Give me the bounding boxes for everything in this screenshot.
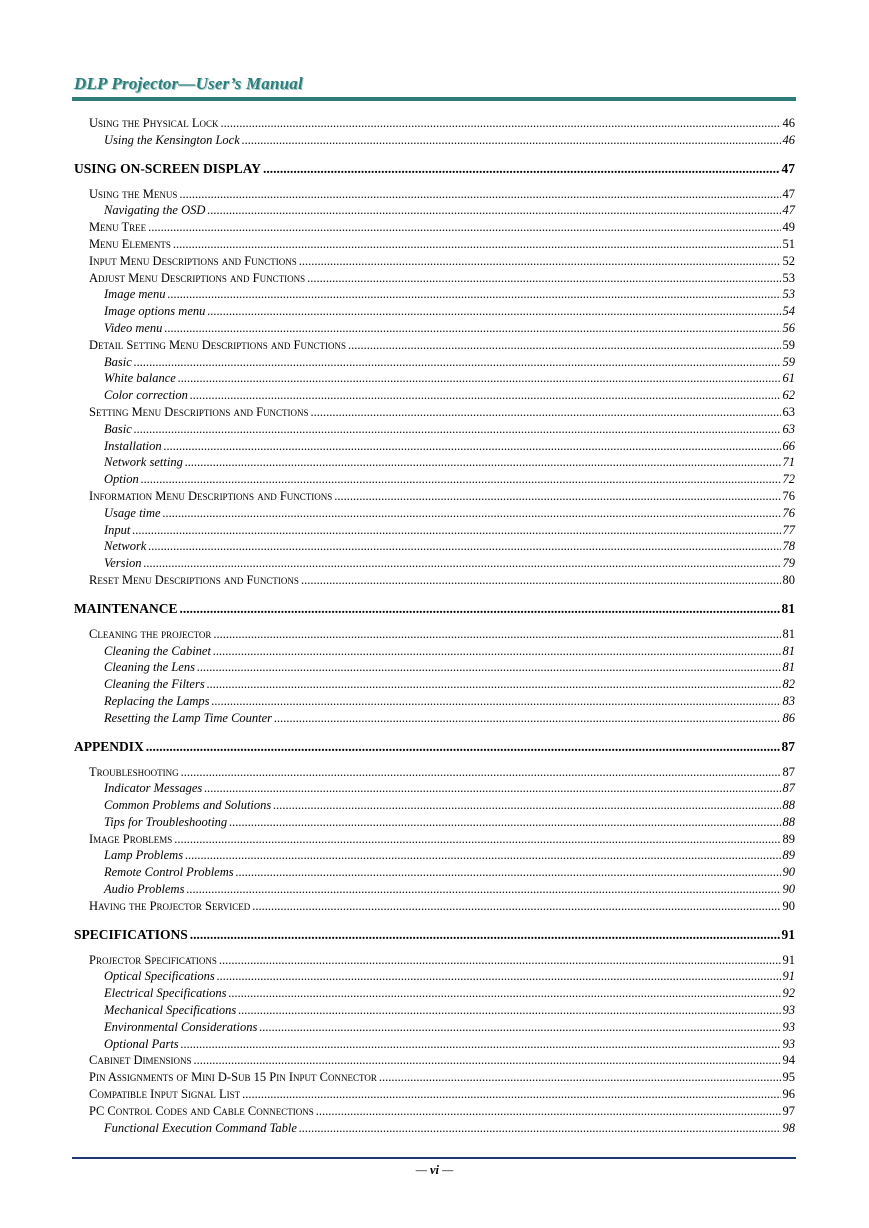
toc-dot-leader <box>273 798 780 813</box>
toc-entry-page: 90 <box>782 865 795 880</box>
toc-entry[interactable] <box>74 1104 795 1121</box>
toc-entry-page: 90 <box>782 898 795 913</box>
toc-entry-title: APPENDIX <box>74 738 144 754</box>
toc-entry-page: 78 <box>782 539 795 554</box>
toc-entry[interactable] <box>74 237 795 254</box>
toc-entry-page: 53 <box>782 287 795 302</box>
toc-dot-leader <box>164 321 780 336</box>
toc-entry-title: Environmental Considerations <box>104 1019 258 1034</box>
toc-dot-leader <box>178 371 781 386</box>
toc-entry-page: 46 <box>782 132 795 147</box>
toc-entry[interactable] <box>74 1087 795 1104</box>
toc-entry-title: Troubleshooting <box>89 764 179 779</box>
toc-entry[interactable] <box>74 882 795 899</box>
toc-entry[interactable] <box>74 506 795 523</box>
toc-entry[interactable] <box>74 1053 795 1070</box>
toc-entry-title: Navigating the OSD <box>104 203 206 218</box>
toc-entry-title: Cleaning the Lens <box>104 660 195 675</box>
toc-entry[interactable] <box>74 439 795 456</box>
toc-dot-leader <box>316 1104 781 1119</box>
toc-entry[interactable] <box>74 1121 795 1138</box>
toc-dot-leader <box>236 865 781 880</box>
toc-entry[interactable] <box>74 539 795 556</box>
toc-entry-title: Cleaning the projector <box>89 626 212 641</box>
toc-dot-leader <box>164 439 781 454</box>
toc-entry-page: 90 <box>782 882 795 897</box>
toc-dot-leader <box>217 969 781 984</box>
toc-entry[interactable] <box>74 388 795 405</box>
toc-entry-page: 47 <box>782 203 795 218</box>
toc-dot-leader <box>229 815 780 830</box>
toc-entry-title: Image options menu <box>104 304 206 319</box>
header-divider <box>72 97 796 101</box>
toc-entry[interactable] <box>74 953 795 970</box>
toc-entry-page: 81 <box>782 660 795 675</box>
toc-entry[interactable] <box>74 271 795 288</box>
toc-entry-title: Cleaning the Filters <box>104 677 205 692</box>
toc-entry-title: Menu Tree <box>89 220 147 235</box>
toc-entry-title: SPECIFICATIONS <box>74 926 188 942</box>
toc-entry-title: Using the Kensington Lock <box>104 132 240 147</box>
toc-entry-page: 72 <box>782 472 795 487</box>
toc-dot-leader <box>207 203 780 218</box>
toc-entry-page: 93 <box>782 1019 795 1034</box>
toc-entry-title: Mechanical Specifications <box>104 1003 237 1018</box>
toc-entry-page: 61 <box>782 371 795 386</box>
toc-entry-title: Basic <box>104 421 132 436</box>
toc-entry-title: Adjust Menu Descriptions and Functions <box>89 270 306 285</box>
toc-entry[interactable] <box>74 472 795 489</box>
toc-entry-title: Pin Assignments of Mini D-Sub 15 Pin Input Connector <box>89 1070 377 1085</box>
toc-dot-leader <box>194 1053 781 1068</box>
toc-entry-page: 53 <box>782 270 795 285</box>
toc-entry-page: 63 <box>782 421 795 436</box>
toc-entry-page: 76 <box>782 505 795 520</box>
toc-dot-leader <box>173 237 781 252</box>
toc-entry-title: Using the Menus <box>89 186 178 201</box>
toc-dot-leader <box>379 1070 781 1085</box>
toc-dot-leader <box>148 539 780 554</box>
toc-entry[interactable] <box>74 254 795 271</box>
toc-entry-page: 62 <box>782 388 795 403</box>
toc-dot-leader <box>299 1121 781 1136</box>
toc-entry-page: 96 <box>782 1087 795 1102</box>
toc-entry[interactable] <box>74 287 795 304</box>
toc-entry-title: Basic <box>104 354 132 369</box>
toc-dot-leader <box>141 472 781 487</box>
toc-entry[interactable] <box>74 815 795 832</box>
toc-entry[interactable] <box>74 116 795 133</box>
toc-entry[interactable] <box>74 739 795 757</box>
toc-dot-leader <box>221 116 781 131</box>
toc-dot-leader <box>274 711 780 726</box>
toc-dot-leader <box>167 287 780 302</box>
toc-entry[interactable] <box>74 601 795 619</box>
toc-entry[interactable] <box>74 573 795 590</box>
page-number <box>0 1163 869 1178</box>
toc-dot-leader <box>348 338 781 353</box>
toc-dot-leader <box>207 677 781 692</box>
toc-entry-title: Network setting <box>104 455 183 470</box>
toc-entry[interactable] <box>74 455 795 472</box>
toc-entry-title: Color correction <box>104 388 188 403</box>
toc-entry-title: Remote Control Problems <box>104 865 234 880</box>
toc-dot-leader <box>197 660 781 675</box>
footer-divider <box>72 1157 796 1159</box>
toc-dot-leader <box>148 220 780 235</box>
toc-entry[interactable] <box>74 927 795 945</box>
toc-dot-leader <box>263 161 779 177</box>
toc-entry-title: Audio Problems <box>104 882 185 897</box>
toc-entry[interactable] <box>74 711 795 728</box>
toc-entry-page: 54 <box>782 304 795 319</box>
toc-entry-page: 52 <box>782 253 795 268</box>
toc-dot-leader <box>301 573 781 588</box>
toc-entry[interactable] <box>74 405 795 422</box>
toc-entry-title: Common Problems and Solutions <box>104 798 272 813</box>
table-of-contents <box>74 116 795 1137</box>
toc-entry-page: 76 <box>782 488 795 503</box>
toc-entry[interactable] <box>74 969 795 986</box>
toc-entry[interactable] <box>74 371 795 388</box>
toc-dot-leader <box>185 848 780 863</box>
toc-entry-page: 63 <box>782 404 795 419</box>
page-number-value: vi <box>429 1163 440 1177</box>
toc-entry-page: 87 <box>781 738 795 754</box>
toc-dot-leader <box>252 899 780 914</box>
toc-dot-leader <box>307 271 780 286</box>
toc-entry-title: Optional Parts <box>104 1036 179 1051</box>
toc-entry[interactable] <box>74 677 795 694</box>
toc-dot-leader <box>334 489 780 504</box>
toc-dot-leader <box>299 254 781 269</box>
toc-entry[interactable] <box>74 321 795 338</box>
toc-entry[interactable] <box>74 986 795 1003</box>
toc-entry-page: 66 <box>782 438 795 453</box>
toc-entry-title: Optical Specifications <box>104 969 215 984</box>
toc-dot-leader <box>181 765 781 780</box>
toc-entry-title: Electrical Specifications <box>104 986 227 1001</box>
toc-entry-page: 89 <box>782 848 795 863</box>
toc-entry-page: 47 <box>781 160 795 176</box>
toc-entry-page: 95 <box>782 1070 795 1085</box>
toc-dot-leader <box>181 1037 781 1052</box>
toc-dot-leader <box>163 506 781 521</box>
toc-entry-title: Information Menu Descriptions and Functions <box>89 488 333 503</box>
toc-entry-page: 93 <box>782 1003 795 1018</box>
toc-entry[interactable] <box>74 556 795 573</box>
toc-entry[interactable] <box>74 660 795 677</box>
toc-dot-leader <box>213 644 781 659</box>
toc-entry-page: 97 <box>782 1103 795 1118</box>
toc-entry-page: 87 <box>782 781 795 796</box>
toc-entry-page: 88 <box>782 814 795 829</box>
toc-entry-title: Option <box>104 472 139 487</box>
toc-entry-page: 77 <box>782 522 795 537</box>
toc-entry-title: Usage time <box>104 505 161 520</box>
toc-entry-title: Input Menu Descriptions and Functions <box>89 253 297 268</box>
toc-entry[interactable] <box>74 798 795 815</box>
toc-entry-title: MAINTENANCE <box>74 600 178 616</box>
toc-entry-title: Network <box>104 539 147 554</box>
toc-entry[interactable] <box>74 355 795 372</box>
toc-entry-page: 46 <box>782 116 795 130</box>
toc-dot-leader <box>190 388 781 403</box>
toc-dot-leader <box>311 405 781 420</box>
toc-entry-title: Indicator Messages <box>104 781 203 796</box>
toc-entry[interactable] <box>74 899 795 916</box>
toc-dot-leader <box>179 187 780 202</box>
toc-entry-title: Using the Physical Lock <box>89 116 219 130</box>
toc-entry[interactable] <box>74 781 795 798</box>
document-header-title: DLP Projector—User’s Manual <box>74 74 303 93</box>
toc-entry[interactable] <box>74 1003 795 1020</box>
toc-entry-title: Setting Menu Descriptions and Functions <box>89 404 309 419</box>
toc-entry-title: Version <box>104 556 142 571</box>
toc-entry-title: Cabinet Dimensions <box>89 1053 192 1068</box>
toc-entry-title: Resetting the Lamp Time Counter <box>104 710 273 725</box>
toc-entry[interactable] <box>74 765 795 782</box>
toc-dot-leader <box>132 523 780 538</box>
toc-entry-title: Installation <box>104 438 162 453</box>
page-number-dash-right: — <box>442 1163 454 1177</box>
toc-entry[interactable] <box>74 523 795 540</box>
toc-entry[interactable] <box>74 627 795 644</box>
toc-entry-page: 82 <box>782 677 795 692</box>
toc-entry-title: Lamp Problems <box>104 848 184 863</box>
toc-entry-title: Projector Specifications <box>89 952 217 967</box>
toc-entry[interactable] <box>74 848 795 865</box>
toc-entry-page: 81 <box>782 626 795 641</box>
toc-entry-page: 81 <box>782 643 795 658</box>
toc-entry[interactable] <box>74 694 795 711</box>
toc-entry-page: 86 <box>782 710 795 725</box>
toc-dot-leader <box>174 832 780 847</box>
toc-entry-page: 87 <box>782 764 795 779</box>
toc-dot-leader <box>242 1087 780 1102</box>
toc-dot-leader <box>238 1003 780 1018</box>
toc-dot-leader <box>242 133 781 148</box>
toc-entry[interactable] <box>74 865 795 882</box>
toc-entry-title: Having the Projector Serviced <box>89 898 251 913</box>
toc-dot-leader <box>134 355 781 370</box>
toc-entry[interactable] <box>74 304 795 321</box>
toc-entry-page: 59 <box>782 354 795 369</box>
toc-entry-page: 91 <box>782 952 795 967</box>
toc-entry-title: White balance <box>104 371 176 386</box>
toc-entry[interactable] <box>74 1037 795 1054</box>
toc-entry[interactable] <box>74 133 795 150</box>
toc-entry[interactable] <box>74 203 795 220</box>
toc-dot-leader <box>207 304 780 319</box>
toc-entry-page: 92 <box>782 986 795 1001</box>
toc-entry-page: 83 <box>782 693 795 708</box>
toc-entry-title: Input <box>104 522 131 537</box>
toc-dot-leader <box>219 953 781 968</box>
toc-entry[interactable] <box>74 338 795 355</box>
toc-entry-page: 81 <box>781 600 795 616</box>
toc-entry[interactable] <box>74 422 795 439</box>
toc-dot-leader <box>134 422 781 437</box>
toc-entry-page: 51 <box>782 236 795 251</box>
toc-entry-title: Compatible Input Signal List <box>89 1087 241 1102</box>
toc-entry-page: 71 <box>782 455 795 470</box>
toc-entry-page: 91 <box>782 969 795 984</box>
toc-entry-title: USING ON-SCREEN DISPLAY <box>74 160 262 176</box>
toc-dot-leader <box>212 694 781 709</box>
toc-entry[interactable] <box>74 161 795 179</box>
toc-entry-title: Image Problems <box>89 831 173 846</box>
toc-dot-leader <box>213 627 780 642</box>
toc-entry-page: 89 <box>782 831 795 846</box>
toc-entry[interactable] <box>74 1020 795 1037</box>
toc-entry-page: 93 <box>782 1036 795 1051</box>
toc-dot-leader <box>186 882 780 897</box>
toc-entry-title: PC Control Codes and Cable Connections <box>89 1103 314 1118</box>
toc-entry-title: Cleaning the Cabinet <box>104 643 211 658</box>
toc-dot-leader <box>180 601 780 617</box>
toc-entry-page: 59 <box>782 337 795 352</box>
toc-entry[interactable] <box>74 644 795 661</box>
toc-dot-leader <box>229 986 781 1001</box>
toc-entry-page: 88 <box>782 798 795 813</box>
toc-entry-page: 91 <box>781 926 795 942</box>
toc-entry-title: Reset Menu Descriptions and Functions <box>89 572 299 587</box>
toc-entry-page: 98 <box>782 1120 795 1135</box>
toc-entry-page: 79 <box>782 556 795 571</box>
toc-entry[interactable] <box>74 220 795 237</box>
toc-entry[interactable] <box>74 832 795 849</box>
toc-entry-title: Image menu <box>104 287 166 302</box>
toc-dot-leader <box>144 556 781 571</box>
toc-dot-leader <box>185 455 781 470</box>
toc-entry-page: 49 <box>782 220 795 235</box>
toc-entry-title: Replacing the Lamps <box>104 693 210 708</box>
toc-dot-leader <box>259 1020 780 1035</box>
page-number-dash-left: — <box>415 1163 427 1177</box>
toc-dot-leader <box>204 781 780 796</box>
toc-entry-title: Functional Execution Command Table <box>104 1120 297 1135</box>
toc-entry-page: 56 <box>782 320 795 335</box>
toc-entry[interactable] <box>74 489 795 506</box>
toc-entry-title: Detail Setting Menu Descriptions and Functions <box>89 337 346 352</box>
toc-dot-leader <box>190 927 780 943</box>
toc-entry-title: Menu Elements <box>89 236 171 251</box>
toc-entry[interactable] <box>74 1070 795 1087</box>
toc-entry-page: 80 <box>782 572 795 587</box>
toc-entry-page: 94 <box>782 1053 795 1068</box>
toc-entry-page: 47 <box>782 186 795 201</box>
toc-dot-leader <box>146 739 780 755</box>
toc-entry[interactable] <box>74 187 795 204</box>
toc-entry-title: Tips for Troubleshooting <box>104 814 228 829</box>
toc-entry-title: Video menu <box>104 320 163 335</box>
